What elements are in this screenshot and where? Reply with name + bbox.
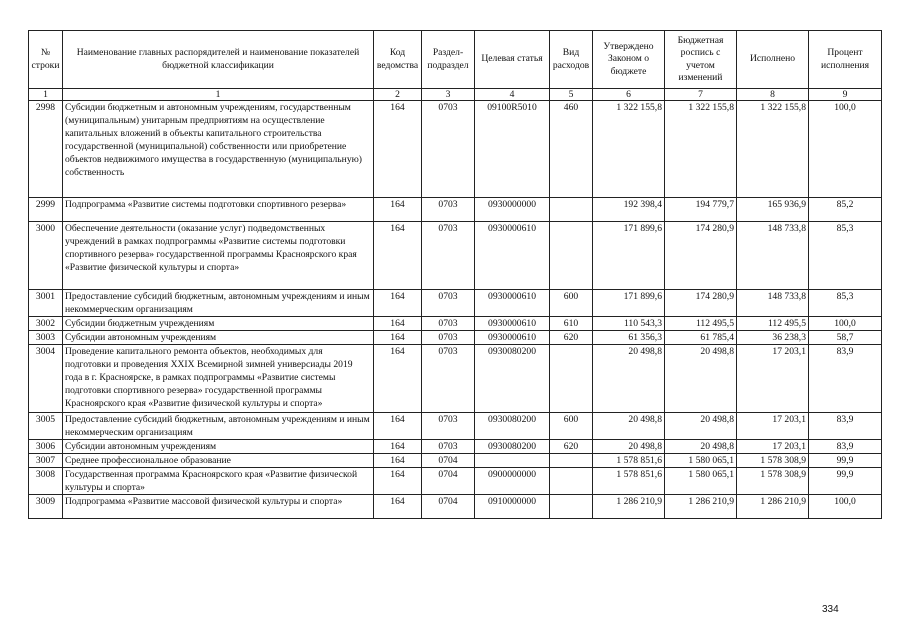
dept-code-cell: 164 — [374, 468, 422, 495]
executed-amount-cell: 165 936,9 — [737, 198, 809, 222]
section-cell: 0704 — [422, 454, 475, 468]
dept-code-cell: 164 — [374, 317, 422, 331]
approved-amount-cell: 110 543,3 — [593, 317, 665, 331]
section-cell: 0704 — [422, 468, 475, 495]
column-number: 7 — [665, 89, 737, 101]
row-number-cell: 3008 — [29, 468, 63, 495]
budget-amount-cell: 61 785,4 — [665, 331, 737, 345]
item-name-cell: Предоставление субсидий бюджетным, автономным учреждениям и иным некоммерческим организациям — [63, 290, 374, 317]
approved-amount-cell: 20 498,8 — [593, 345, 665, 413]
percent-cell: 100,0 — [809, 101, 882, 198]
budget-amount-cell: 174 280,9 — [665, 222, 737, 290]
section-cell: 0703 — [422, 345, 475, 413]
item-name-cell: Подпрограмма «Развитие системы подготовки спортивного резерва» — [63, 198, 374, 222]
column-number: 1 — [29, 89, 63, 101]
expense-type-cell: 600 — [550, 413, 593, 440]
row-number-cell: 3006 — [29, 440, 63, 454]
header-percent: Процент исполнения — [809, 31, 882, 89]
row-number-cell: 3007 — [29, 454, 63, 468]
section-cell: 0703 — [422, 222, 475, 290]
executed-amount-cell: 148 733,8 — [737, 290, 809, 317]
table-row — [29, 495, 882, 519]
percent-cell: 85,2 — [809, 198, 882, 222]
column-number: 3 — [422, 89, 475, 101]
budget-amount-cell: 112 495,5 — [665, 317, 737, 331]
target-article-cell: 0900000000 — [475, 468, 550, 495]
percent-cell: 83,9 — [809, 345, 882, 413]
budget-amount-cell: 1 580 065,1 — [665, 468, 737, 495]
section-cell: 0703 — [422, 198, 475, 222]
row-number-cell: 3000 — [29, 222, 63, 290]
target-article-cell: 0930000610 — [475, 331, 550, 345]
item-name-cell: Субсидии автономным учреждениям — [63, 440, 374, 454]
page-number: 334 — [822, 604, 839, 615]
column-number: 2 — [374, 89, 422, 101]
header-section: Раздел-подраздел — [422, 31, 475, 89]
target-article-cell: 0930000610 — [475, 290, 550, 317]
section-cell: 0703 — [422, 413, 475, 440]
table-row — [29, 454, 882, 468]
section-cell: 0703 — [422, 290, 475, 317]
table-row — [29, 468, 882, 495]
expense-type-cell: 620 — [550, 440, 593, 454]
target-article-cell: 09100R5010 — [475, 101, 550, 198]
percent-cell: 85,3 — [809, 222, 882, 290]
approved-amount-cell: 61 356,3 — [593, 331, 665, 345]
row-number-cell: 3004 — [29, 345, 63, 413]
expense-type-cell: 460 — [550, 101, 593, 198]
column-number-row — [29, 89, 882, 101]
approved-amount-cell: 1 578 851,6 — [593, 468, 665, 495]
expense-type-cell: 600 — [550, 290, 593, 317]
expense-type-cell — [550, 222, 593, 290]
dept-code-cell: 164 — [374, 345, 422, 413]
header-row-number: № строки — [29, 31, 63, 89]
target-article-cell: 0910000000 — [475, 495, 550, 519]
target-article-cell: 0930000000 — [475, 198, 550, 222]
executed-amount-cell: 112 495,5 — [737, 317, 809, 331]
table-row — [29, 101, 882, 198]
item-name-cell: Обеспечение деятельности (оказание услуг) подведомственных учреждений в рамках подпрограммы «Развитие системы подготовки спортивного резерва» государственной программы Красноярского края «Развитие физической культуры и спорта» — [63, 222, 374, 290]
percent-cell: 83,9 — [809, 440, 882, 454]
expense-type-cell — [550, 345, 593, 413]
header-approved: Утверждено Законом о бюджете — [593, 31, 665, 89]
item-name-cell: Государственная программа Красноярского края «Развитие физической культуры и спорта» — [63, 468, 374, 495]
column-number: 9 — [809, 89, 882, 101]
dept-code-cell: 164 — [374, 413, 422, 440]
table-row — [29, 198, 882, 222]
row-number-cell: 2999 — [29, 198, 63, 222]
approved-amount-cell: 1 286 210,9 — [593, 495, 665, 519]
executed-amount-cell: 1 578 308,9 — [737, 468, 809, 495]
percent-cell: 83,9 — [809, 413, 882, 440]
dept-code-cell: 164 — [374, 440, 422, 454]
row-number-cell: 3005 — [29, 413, 63, 440]
budget-amount-cell: 1 580 065,1 — [665, 454, 737, 468]
table-row — [29, 440, 882, 454]
table-header-row — [29, 31, 882, 89]
table-row — [29, 413, 882, 440]
item-name-cell: Проведение капитального ремонта объектов, необходимых для подготовки и проведения XXIX Всемирной зимней универсиады 2019 года в г. Красноярске, в рамках подпрограммы «Развитие системы подготовки спортивного резерва» государственной программы Красноярского края «Развитие физической культуры и спорта» — [63, 345, 374, 413]
expense-type-cell — [550, 468, 593, 495]
executed-amount-cell: 1 578 308,9 — [737, 454, 809, 468]
approved-amount-cell: 20 498,8 — [593, 413, 665, 440]
row-number-cell: 3009 — [29, 495, 63, 519]
row-number-cell: 3001 — [29, 290, 63, 317]
expense-type-cell — [550, 198, 593, 222]
column-number: 8 — [737, 89, 809, 101]
section-cell: 0703 — [422, 440, 475, 454]
approved-amount-cell: 1 322 155,8 — [593, 101, 665, 198]
executed-amount-cell: 17 203,1 — [737, 413, 809, 440]
dept-code-cell: 164 — [374, 198, 422, 222]
header-executed: Исполнено — [737, 31, 809, 89]
budget-amount-cell: 20 498,8 — [665, 345, 737, 413]
dept-code-cell: 164 — [374, 495, 422, 519]
dept-code-cell: 164 — [374, 454, 422, 468]
item-name-cell: Подпрограмма «Развитие массовой физической культуры и спорта» — [63, 495, 374, 519]
header-dept-code: Код ведомства — [374, 31, 422, 89]
target-article-cell: 0930080200 — [475, 413, 550, 440]
percent-cell: 58,7 — [809, 331, 882, 345]
approved-amount-cell: 20 498,8 — [593, 440, 665, 454]
item-name-cell: Субсидии бюджетным и автономным учреждениям, государственным (муниципальным) унитарным предприятиям на осуществление капитальных вложений в объекты капитального строительства государственной (муниципальной) собственности или приобретение объектов недвижимого имущества в государственную (муниципальную) собственность — [63, 101, 374, 198]
executed-amount-cell: 17 203,1 — [737, 440, 809, 454]
expense-type-cell: 620 — [550, 331, 593, 345]
row-number-cell: 3003 — [29, 331, 63, 345]
dept-code-cell: 164 — [374, 222, 422, 290]
percent-cell: 99,9 — [809, 468, 882, 495]
budget-amount-cell: 194 779,7 — [665, 198, 737, 222]
percent-cell: 100,0 — [809, 317, 882, 331]
section-cell: 0703 — [422, 101, 475, 198]
table-row — [29, 345, 882, 413]
header-expense-type: Вид расходов — [550, 31, 593, 89]
dept-code-cell: 164 — [374, 331, 422, 345]
approved-amount-cell: 171 899,6 — [593, 290, 665, 317]
dept-code-cell: 164 — [374, 101, 422, 198]
column-number: 6 — [593, 89, 665, 101]
target-article-cell: 0930080200 — [475, 345, 550, 413]
target-article-cell: 0930000610 — [475, 222, 550, 290]
section-cell: 0703 — [422, 317, 475, 331]
header-budget-schedule: Бюджетная роспись с учетом изменений — [665, 31, 737, 89]
column-number: 4 — [475, 89, 550, 101]
percent-cell: 99,9 — [809, 454, 882, 468]
dept-code-cell: 164 — [374, 290, 422, 317]
section-cell: 0704 — [422, 495, 475, 519]
budget-amount-cell: 174 280,9 — [665, 290, 737, 317]
section-cell: 0703 — [422, 331, 475, 345]
budget-amount-cell: 1 286 210,9 — [665, 495, 737, 519]
budget-amount-cell: 20 498,8 — [665, 413, 737, 440]
table-row — [29, 317, 882, 331]
item-name-cell: Субсидии автономным учреждениям — [63, 331, 374, 345]
approved-amount-cell: 192 398,4 — [593, 198, 665, 222]
approved-amount-cell: 1 578 851,6 — [593, 454, 665, 468]
executed-amount-cell: 1 286 210,9 — [737, 495, 809, 519]
item-name-cell: Предоставление субсидий бюджетным, автономным учреждениям и иным некоммерческим организациям — [63, 413, 374, 440]
row-number-cell: 2998 — [29, 101, 63, 198]
table-row — [29, 222, 882, 290]
expense-type-cell: 610 — [550, 317, 593, 331]
target-article-cell: 0930000610 — [475, 317, 550, 331]
header-target-article: Целевая статья — [475, 31, 550, 89]
budget-amount-cell: 20 498,8 — [665, 440, 737, 454]
executed-amount-cell: 1 322 155,8 — [737, 101, 809, 198]
percent-cell: 100,0 — [809, 495, 882, 519]
column-number: 1 — [63, 89, 374, 101]
budget-execution-table — [28, 30, 882, 519]
percent-cell: 85,3 — [809, 290, 882, 317]
approved-amount-cell: 171 899,6 — [593, 222, 665, 290]
table-row — [29, 331, 882, 345]
column-number: 5 — [550, 89, 593, 101]
row-number-cell: 3002 — [29, 317, 63, 331]
executed-amount-cell: 17 203,1 — [737, 345, 809, 413]
item-name-cell: Среднее профессиональное образование — [63, 454, 374, 468]
executed-amount-cell: 148 733,8 — [737, 222, 809, 290]
executed-amount-cell: 36 238,3 — [737, 331, 809, 345]
item-name-cell: Субсидии бюджетным учреждениям — [63, 317, 374, 331]
budget-amount-cell: 1 322 155,8 — [665, 101, 737, 198]
table-row — [29, 290, 882, 317]
target-article-cell — [475, 454, 550, 468]
header-name: Наименование главных распорядителей и наименование показателей бюджетной классификации — [63, 31, 374, 89]
expense-type-cell — [550, 454, 593, 468]
target-article-cell: 0930080200 — [475, 440, 550, 454]
expense-type-cell — [550, 495, 593, 519]
